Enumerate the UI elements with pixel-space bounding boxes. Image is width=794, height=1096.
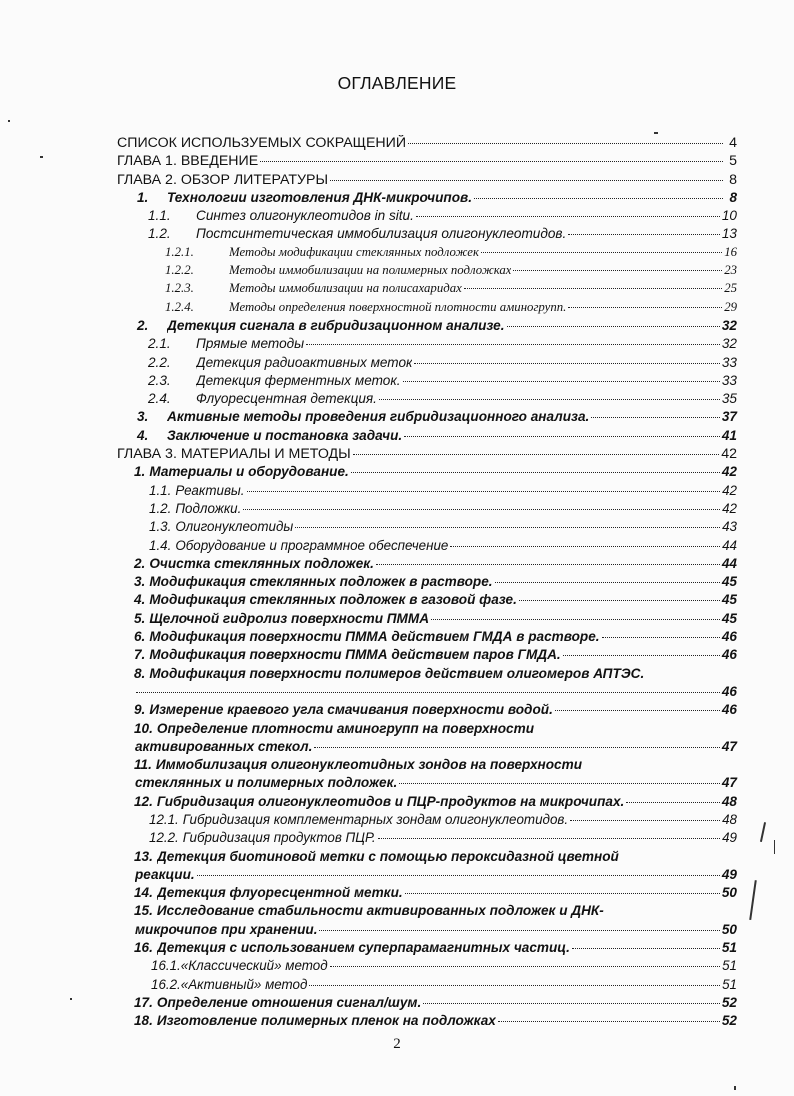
- toc-entry[interactable]: [117, 885, 737, 903]
- toc-leader-dots: [378, 838, 721, 839]
- toc-entry-page: 8: [729, 189, 737, 205]
- toc-entry-number: 12.2.: [149, 830, 179, 846]
- toc-entry-number: 1.2.4.: [165, 299, 194, 314]
- toc-entry[interactable]: [117, 281, 737, 299]
- toc-entry-title: Гибридизация продуктов ПЦР.: [182, 830, 376, 846]
- toc-entry-page: 37: [721, 409, 737, 425]
- toc-entry[interactable]: [117, 336, 737, 354]
- toc-leader-dots: [481, 252, 722, 253]
- toc-leader-dots: [416, 216, 720, 217]
- toc-entry-number: 14.: [134, 885, 153, 901]
- toc-entry-title: Модификация поверхности ПММА действием паров ГМДА.: [149, 647, 561, 663]
- toc-entry-title: Методы иммобилизации на полисахаридах: [229, 281, 462, 296]
- toc-entry-title: ГЛАВА 1. ВВЕДЕНИЕ: [117, 153, 259, 170]
- toc-leader-dots: [260, 161, 723, 162]
- toc-entry-title: Исследование стабильности активированных подложек и ДНК-: [156, 903, 604, 919]
- toc-entry-title: Заключение и постановка задачи.: [167, 427, 403, 443]
- toc-entry-number: 4.: [137, 427, 149, 443]
- toc-entry-page: 33: [721, 372, 737, 388]
- toc-entry-page: 49: [721, 866, 737, 882]
- toc-entry-number: 1.: [137, 189, 149, 205]
- toc-leader-dots: [379, 399, 720, 400]
- toc-entry-number: 2.1.: [148, 336, 171, 352]
- toc-leader-dots: [197, 875, 720, 876]
- toc-leader-dots: [408, 143, 723, 144]
- toc-entry-number: 6.: [134, 629, 146, 645]
- toc-entry[interactable]: [117, 428, 737, 446]
- toc-entry-title: Синтез олигонуклеотидов in situ.: [196, 208, 414, 224]
- toc-leader-dots: [572, 948, 720, 949]
- toc-entry-continuation[interactable]: [117, 922, 737, 940]
- toc-entry-title: Определение отношения сигнал/шум.: [156, 994, 422, 1010]
- toc-entry-page: 33: [721, 354, 737, 370]
- toc-leader-dots: [450, 546, 720, 547]
- toc-entry-page: 51: [722, 976, 737, 992]
- toc-leader-dots: [474, 198, 723, 199]
- toc-leader-dots: [570, 820, 720, 821]
- scan-mark: [749, 880, 756, 920]
- toc-leader-dots: [399, 783, 720, 784]
- toc-entry-title: Постсинтетическая иммобилизация олигонуклеотидов.: [196, 226, 567, 242]
- toc-entry[interactable]: [117, 446, 737, 464]
- toc-leader-dots: [136, 692, 720, 693]
- toc-entry[interactable]: [117, 830, 737, 848]
- toc-entry-title: Определение плотности аминогрупп на поверхности: [156, 720, 535, 736]
- toc-entry-title: Методы иммобилизации на полимерных подложках: [229, 263, 512, 278]
- toc-entry-number: 7.: [134, 647, 146, 663]
- toc-entry-page: 47: [721, 738, 737, 754]
- toc-entry-title: Материалы и оборудование.: [149, 464, 349, 480]
- toc-entry[interactable]: [117, 483, 737, 501]
- toc-entry-title-cont: реакции.: [135, 866, 195, 882]
- toc-entry-title: Иммобилизация олигонуклеотидных зондов на поверхности: [155, 757, 583, 773]
- toc-entry-page: 25: [724, 281, 737, 296]
- toc-entry-page: 5: [729, 153, 737, 170]
- toc-entry[interactable]: [117, 355, 737, 373]
- scan-mark: [40, 156, 43, 158]
- toc-entry-continuation[interactable]: [117, 775, 737, 793]
- toc-entry-number: 2.3.: [148, 372, 171, 388]
- toc-entry[interactable]: [117, 263, 737, 281]
- toc-leader-dots: [319, 930, 719, 931]
- toc-entry[interactable]: [117, 702, 737, 720]
- table-of-contents: [117, 135, 737, 1032]
- toc-entry-page: 46: [721, 683, 737, 699]
- toc-leader-dots: [498, 1021, 720, 1022]
- toc-entry-number: 15.: [134, 903, 153, 919]
- toc-entry-number: 9.: [134, 702, 146, 718]
- toc-entry[interactable]: [117, 611, 737, 629]
- toc-entry-page: 8: [729, 171, 737, 188]
- toc-entry-page: 42: [722, 482, 737, 498]
- toc-leader-dots: [563, 655, 720, 656]
- toc-entry-page: 41: [721, 427, 737, 443]
- toc-leader-dots: [414, 363, 719, 364]
- toc-entry-page: 23: [724, 263, 737, 278]
- toc-entry-number: 4.: [134, 592, 146, 608]
- toc-entry-title: Детекция с использованием суперпарамагнитных частиц.: [156, 940, 570, 956]
- toc-entry[interactable]: [117, 538, 737, 556]
- toc-entry-page: 50: [721, 921, 737, 937]
- toc-entry[interactable]: [117, 226, 737, 244]
- toc-entry-title: Методы модификации стеклянных подложек: [229, 244, 479, 259]
- toc-entry-page: 52: [721, 994, 737, 1010]
- toc-entry-title: Модификация поверхности полимеров действием олигомеров АПТЭС.: [149, 665, 645, 681]
- toc-entry-number: 13.: [134, 848, 153, 864]
- toc-entry-number: 2.4.: [148, 391, 171, 407]
- toc-leader-dots: [306, 344, 720, 345]
- toc-entry-page: 52: [721, 1013, 737, 1029]
- toc-leader-dots: [376, 564, 720, 565]
- toc-entry-page: 51: [722, 958, 737, 974]
- toc-entry-title: Измерение краевого угла смачивания поверхности водой.: [149, 702, 553, 718]
- toc-entry-title: ГЛАВА 3. МАТЕРИАЛЫ И МЕТОДЫ: [117, 446, 351, 463]
- toc-entry-page: 16: [724, 244, 737, 259]
- toc-leader-dots: [626, 802, 720, 803]
- toc-entry-number: 2.: [137, 317, 149, 333]
- toc-leader-dots: [555, 710, 720, 711]
- toc-entry[interactable]: [117, 629, 737, 647]
- toc-leader-dots: [314, 747, 719, 748]
- toc-entry-number: 16.: [134, 940, 153, 956]
- toc-leader-dots: [513, 270, 722, 271]
- toc-entry[interactable]: [117, 995, 737, 1013]
- toc-entry-continuation[interactable]: [117, 867, 737, 885]
- toc-entry-number: 1.2.: [149, 500, 172, 516]
- toc-entry-title: Детекция биотиновой метки с помощью пероксидазной цветной: [156, 848, 619, 864]
- toc-entry-page: 29: [724, 299, 737, 314]
- toc-entry[interactable]: [117, 391, 737, 409]
- toc-entry[interactable]: [117, 757, 737, 775]
- toc-leader-dots: [353, 454, 720, 455]
- toc-entry-continuation[interactable]: [117, 739, 737, 757]
- toc-entry-number: 1.3.: [149, 519, 172, 535]
- toc-entry-continuation[interactable]: [117, 684, 737, 702]
- toc-leader-dots: [404, 436, 720, 437]
- toc-entry[interactable]: [117, 245, 737, 263]
- toc-entry[interactable]: [117, 208, 737, 226]
- toc-entry-page: 42: [722, 500, 737, 516]
- toc-entry-title: Флуоресцентная детекция.: [196, 391, 377, 407]
- toc-entry-page: 45: [721, 610, 737, 626]
- toc-entry-title: Прямые методы: [196, 336, 305, 352]
- toc-entry-title-cont: микрочипов при хранении.: [135, 921, 318, 937]
- toc-entry-page: 45: [721, 592, 737, 608]
- toc-entry-number: 1.2.1.: [165, 244, 194, 259]
- toc-entry[interactable]: [117, 373, 737, 391]
- toc-entry[interactable]: [117, 977, 737, 995]
- toc-leader-dots: [309, 985, 720, 986]
- toc-leader-dots: [295, 527, 720, 528]
- toc-leader-dots: [403, 381, 720, 382]
- scan-mark: [774, 840, 775, 854]
- toc-entry[interactable]: [117, 135, 737, 153]
- page-number: 2: [393, 1036, 401, 1052]
- toc-entry-number: 16.1.: [151, 958, 181, 974]
- toc-entry[interactable]: [117, 721, 737, 739]
- toc-entry-title-cont: активированных стекол.: [135, 738, 313, 754]
- toc-entry-page: 46: [721, 629, 737, 645]
- toc-entry[interactable]: [117, 300, 737, 318]
- toc-entry-title-cont: стеклянных и полимерных подложек.: [135, 775, 398, 791]
- toc-entry[interactable]: [117, 519, 737, 537]
- toc-entry-number: 2.2.: [148, 354, 171, 370]
- toc-entry-number: 3.: [134, 574, 146, 590]
- toc-entry-page: 48: [721, 793, 737, 809]
- toc-leader-dots: [495, 582, 720, 583]
- toc-leader-dots: [405, 893, 720, 894]
- toc-entry-title: Оборудование и программное обеспечение: [175, 537, 449, 553]
- scan-mark: [70, 998, 72, 1000]
- toc-entry-page: 48: [722, 811, 737, 827]
- toc-entry-title: Модификация стеклянных подложек в газовой фазе.: [149, 592, 517, 608]
- toc-entry-page: 44: [721, 555, 737, 571]
- toc-entry[interactable]: [117, 794, 737, 812]
- toc-leader-dots: [568, 307, 722, 308]
- toc-entry-number: 12.1.: [149, 811, 179, 827]
- toc-entry-number: 18.: [134, 1013, 153, 1029]
- toc-entry-page: 49: [722, 830, 737, 846]
- toc-leader-dots: [507, 326, 720, 327]
- toc-entry-title: Щелочной гидролиз поверхности ПММА: [149, 610, 430, 626]
- toc-entry-page: 45: [721, 574, 737, 590]
- toc-leader-dots: [330, 966, 720, 967]
- toc-leader-dots: [591, 417, 720, 418]
- toc-leader-dots: [519, 600, 720, 601]
- toc-entry[interactable]: [117, 647, 737, 665]
- toc-leader-dots: [464, 288, 722, 289]
- toc-entry-number: 1.2.: [148, 226, 171, 242]
- toc-entry-title: ГЛАВА 2. ОБЗОР ЛИТЕРАТУРЫ: [117, 171, 329, 188]
- toc-entry-number: 12.: [134, 793, 153, 809]
- toc-entry[interactable]: [117, 574, 737, 592]
- toc-entry-title: «Активный» метод: [180, 976, 308, 992]
- toc-entry-number: 1.4.: [149, 537, 172, 553]
- toc-entry-title: Олигонуклеотиды: [175, 519, 294, 535]
- toc-entry[interactable]: [117, 318, 737, 336]
- toc-entry-page: 32: [721, 317, 737, 333]
- toc-entry-number: 11.: [134, 757, 152, 773]
- toc-entry[interactable]: [117, 666, 737, 684]
- toc-leader-dots: [431, 619, 720, 620]
- toc-entry-title: Детекция флуоресцентной метки.: [156, 885, 403, 901]
- toc-entry-title: Детекция сигнала в гибридизационном анализе.: [167, 317, 505, 333]
- toc-entry-number: 16.2.: [151, 976, 181, 992]
- toc-entry-number: 2.: [134, 555, 146, 571]
- toc-leader-dots: [247, 491, 721, 492]
- toc-entry-title: Гибридизация олигонуклеотидов и ПЦР-продуктов на микрочипах.: [156, 793, 625, 809]
- toc-entry[interactable]: [117, 592, 737, 610]
- toc-entry-page: 50: [721, 885, 737, 901]
- toc-entry-number: 1.1.: [148, 208, 171, 224]
- toc-entry-title: СПИСОК ИСПОЛЬЗУЕМЫХ СОКРАЩЕНИЙ: [117, 135, 407, 151]
- toc-entry[interactable]: [117, 153, 737, 171]
- toc-entry-page: 4: [729, 135, 737, 151]
- toc-leader-dots: [243, 509, 720, 510]
- toc-entry-number: 1.: [134, 464, 146, 480]
- scan-mark: [760, 822, 766, 842]
- toc-leader-dots: [423, 1003, 720, 1004]
- toc-entry-page: 35: [721, 391, 737, 407]
- toc-entry-title: Гибридизация комплементарных зондам олигонуклеотидов.: [182, 811, 569, 827]
- scan-mark: [8, 120, 10, 122]
- toc-entry-number: 10.: [134, 720, 153, 736]
- toc-entry-number: 3.: [137, 409, 149, 425]
- toc-entry-number: 17.: [134, 994, 153, 1010]
- toc-entry-title: Детекция ферментных меток.: [196, 372, 401, 388]
- toc-leader-dots: [568, 234, 720, 235]
- toc-entry-title: «Классический» метод: [180, 958, 328, 974]
- page-title: ОГЛАВЛЕНИЕ: [337, 73, 457, 93]
- toc-entry-title: Детекция радиоактивных меток: [196, 354, 413, 370]
- toc-entry-number: 8.: [134, 665, 146, 681]
- toc-entry[interactable]: [117, 958, 737, 976]
- toc-entry-page: 47: [721, 775, 737, 791]
- toc-entry[interactable]: [117, 903, 737, 921]
- toc-entry-title: Методы определения поверхностной плотности аминогрупп.: [229, 299, 567, 314]
- toc-entry[interactable]: [117, 409, 737, 427]
- toc-entry-title: Подложки.: [175, 500, 242, 516]
- toc-leader-dots: [330, 180, 723, 181]
- toc-entry-title: Модификация стеклянных подложек в растворе.: [149, 574, 493, 590]
- toc-entry-number: 5.: [134, 610, 146, 626]
- toc-entry[interactable]: [117, 940, 737, 958]
- toc-entry-page: 10: [721, 208, 737, 224]
- toc-entry[interactable]: [117, 812, 737, 830]
- toc-entry-number: 1.1.: [149, 482, 172, 498]
- toc-entry-page: 32: [721, 336, 737, 352]
- toc-entry-title: Изготовление полимерных пленок на подложках: [156, 1013, 496, 1029]
- toc-leader-dots: [602, 637, 720, 638]
- toc-entry-page: 43: [722, 519, 737, 535]
- toc-entry-number: 1.2.2.: [165, 263, 194, 278]
- toc-entry[interactable]: [117, 849, 737, 867]
- toc-entry-page: 13: [721, 226, 737, 242]
- toc-entry-page: 51: [721, 940, 737, 956]
- scan-mark: [734, 1086, 736, 1090]
- toc-entry[interactable]: [117, 1013, 737, 1031]
- toc-entry-title: Модификация поверхности ПММА действием ГМДА в растворе.: [149, 629, 600, 645]
- scan-mark: [654, 132, 658, 134]
- toc-entry[interactable]: [117, 172, 737, 190]
- toc-entry[interactable]: [117, 190, 737, 208]
- toc-entry[interactable]: [117, 501, 737, 519]
- toc-entry-number: 1.2.3.: [165, 281, 194, 296]
- toc-entry-page: 42: [721, 446, 737, 463]
- toc-entry-page: 46: [721, 702, 737, 718]
- toc-leader-dots: [351, 472, 720, 473]
- toc-entry[interactable]: [117, 556, 737, 574]
- toc-entry-page: 42: [721, 464, 737, 480]
- toc-entry-page: 44: [722, 537, 737, 553]
- toc-entry-title: Технологии изготовления ДНК-микрочипов.: [167, 189, 472, 205]
- toc-entry-page: 46: [721, 647, 737, 663]
- toc-entry-title: Реактивы.: [175, 482, 245, 498]
- toc-entry[interactable]: [117, 464, 737, 482]
- toc-entry-title: Активные методы проведения гибридизационного анализа.: [167, 409, 590, 425]
- toc-entry-title: Очистка стеклянных подложек.: [149, 555, 374, 571]
